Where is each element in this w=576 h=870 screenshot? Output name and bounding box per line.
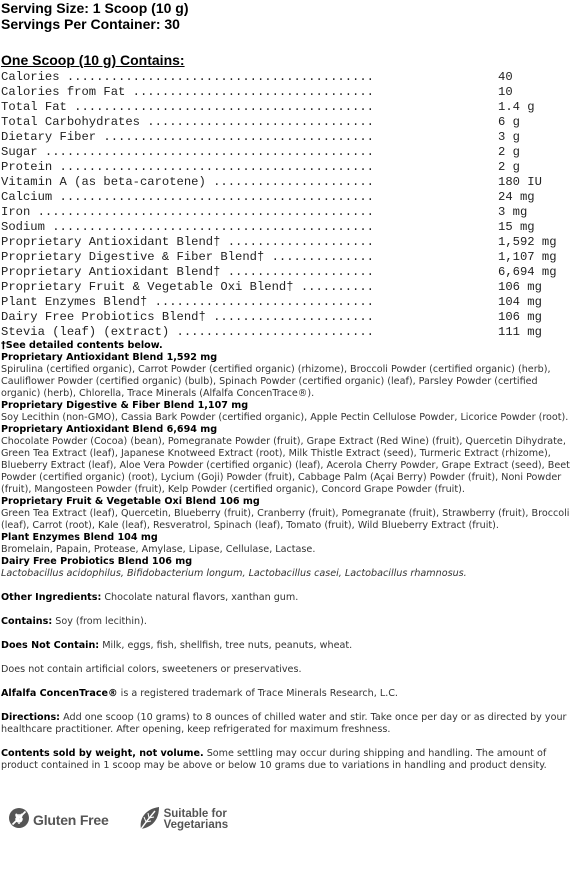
nutrient-value: 3 g xyxy=(498,130,520,144)
nutrient-name: Dietary Fiber ..................................... xyxy=(1,130,374,144)
nutrient-name: Sodium ............................................ xyxy=(1,220,374,234)
nutrient-value: 3 mg xyxy=(498,205,528,219)
nutrient-row xyxy=(1,115,576,130)
nutrient-value: 106 mg xyxy=(498,280,542,294)
blend-ingredients: Chocolate Powder (Cocoa) (bean), Pomegranate Powder (fruit), Grape Extract (Red Wine) (fruit), Quercetin Dihydrate, Green Tea Extract (leaf), Japanese Knotweed Extract (root), Milk Thistle Extract (seed), Turmeric Extract (rhizome), Blueberry Extract (leaf), Aloe Vera Powder (certified organic) (leaf), Acerola Cherry Powder, Grape Extract (seed), Beet Powder (certified organic) (root), Lycium (Goji) Powder (fruit), Cabbage Palm (Açai Berry) Powder (fruit), Noni Powder (fruit), Mangosteen Powder (fruit), Kelp Powder (certified organic), Concord Grape Powder (fruit). xyxy=(1,436,570,495)
nutrient-value: 10 xyxy=(498,85,513,99)
blend-title: Proprietary Antioxidant Blend 1,592 mg xyxy=(1,352,218,363)
nutrient-value: 2 g xyxy=(498,160,520,174)
nutrient-name: Plant Enzymes Blend† .............................. xyxy=(1,295,374,309)
vegetarian-badge xyxy=(137,805,229,835)
contents-note-text: Some settling may occur during shipping and handling. The amount of product contained in 1 scoop may be above or below 10 grams due to variations in handling and product density. xyxy=(1,748,547,771)
does-not-contain-label: Does Not Contain: xyxy=(1,640,100,651)
blend-ingredients: Soy Lecithin (non-GMO), Cassia Bark Powder (certified organic), Apple Pectin Cellulose Powder, Licorice Powder (root). xyxy=(1,412,569,423)
nutrient-value: 1,592 mg xyxy=(498,235,557,249)
nutrient-value: 106 mg xyxy=(498,310,542,324)
contains-allergen xyxy=(1,616,576,628)
contains-label: Contains: xyxy=(1,616,53,627)
nutrient-name: Iron .............................................. xyxy=(1,205,374,219)
blend-ingredients: Lactobacillus acidophilus, Bifidobacterium longum, Lactobacillus casei, Lactobacillus rhamnosus. xyxy=(1,568,467,579)
blend-title: Plant Enzymes Blend 104 mg xyxy=(1,532,158,543)
does-not-contain xyxy=(1,640,576,652)
nutrient-value: 1,107 mg xyxy=(498,250,557,264)
nutrient-row xyxy=(1,295,576,310)
nutrient-row xyxy=(1,160,576,175)
blend-ingredients: Green Tea Extract (leaf), Quercetin, Blueberry (fruit), Cranberry (fruit), Pomegranate (fruit), Strawberry (fruit), Broccoli (leaf), Carrot (root), Kale (leaf), Resveratrol, Spinach (leaf), Tomato (fruit), Wild Blueberry Extract (fruit). xyxy=(1,508,570,531)
nutrient-name: Sugar ............................................. xyxy=(1,145,374,159)
nutrient-row xyxy=(1,100,576,115)
contents-note-label: Contents sold by weight, not volume. xyxy=(1,748,204,759)
nutrient-name: Calories .......................................... xyxy=(1,70,374,84)
does-not-contain-text: Milk, eggs, fish, shellfish, tree nuts, peanuts, wheat. xyxy=(99,640,353,651)
trademark-text: is a registered trademark of Trace Minerals Research, L.C. xyxy=(117,688,398,699)
blend-details xyxy=(1,352,576,580)
directions-text: Add one scoop (10 grams) to 8 ounces of chilled water and stir. Take once per day or as directed by your healthcare practitioner. After opening, keep refrigerated for maximum freshness. xyxy=(1,712,567,735)
other-ingredients xyxy=(1,592,576,604)
serving-size: Serving Size: 1 Scoop (10 g) xyxy=(1,0,189,16)
directions xyxy=(1,712,576,736)
nutrient-value: 104 mg xyxy=(498,295,542,309)
trademark-label: Alfalfa ConcenTrace® xyxy=(1,688,118,699)
nutrient-value: 2 g xyxy=(498,145,520,159)
gluten-free-badge xyxy=(8,807,109,833)
nutrient-value: 180 IU xyxy=(498,175,542,189)
nutrient-name: Total Fat ......................................... xyxy=(1,100,374,114)
nutrient-value: 24 mg xyxy=(498,190,535,204)
nutrient-row xyxy=(1,235,576,250)
nutrient-row xyxy=(1,220,576,235)
nutrient-row xyxy=(1,325,576,340)
vegetarian-label-line2: Vegetarians xyxy=(163,819,229,831)
see-below-note: †See detailed contents below. xyxy=(1,340,163,351)
contains-text: Soy (from lecithin). xyxy=(52,616,147,627)
blend-title: Dairy Free Probiotics Blend 106 mg xyxy=(1,556,193,567)
nutrient-name: Dairy Free Probiotics Blend† ...................... xyxy=(1,310,374,324)
servings-per-container: Servings Per Container: 30 xyxy=(1,16,180,32)
nutrient-row xyxy=(1,205,576,220)
badges-row xyxy=(8,805,256,835)
nutrient-name: Protein ........................................... xyxy=(1,160,374,174)
wheat-crossed-icon xyxy=(8,807,30,833)
gluten-free-label: Gluten Free xyxy=(33,812,109,828)
nutrient-row xyxy=(1,85,576,100)
blend-ingredients: Spirulina (certified organic), Carrot Powder (certified organic) (rhizome), Broccoli Powder (certified organic) (herb), Cauliflower Powder (certified organic) (bulb), Spinach Powder (certified organic) (leaf), Parsley Powder (certified organic) (herb), Chlorella, Trace Minerals (Alfalfa ConcenTrace®). xyxy=(1,364,551,399)
nutrient-row xyxy=(1,70,576,85)
nutrient-name: Stevia (leaf) (extract) ........................... xyxy=(1,325,374,339)
nutrient-row xyxy=(1,190,576,205)
nutrient-row xyxy=(1,175,576,190)
vegetarian-label-line1: Suitable for xyxy=(163,808,227,820)
nutrient-name: Proprietary Antioxidant Blend† .................... xyxy=(1,265,374,279)
nutrient-name: Total Carbohydrates ............................... xyxy=(1,115,374,129)
nutrient-name: Proprietary Antioxidant Blend† .................... xyxy=(1,235,374,249)
nutrient-name: Proprietary Fruit & Vegetable Oxi Blend† .......... xyxy=(1,280,374,294)
nutrient-value: 6,694 mg xyxy=(498,265,557,279)
other-ingredients-text: Chocolate natural flavors, xanthan gum. xyxy=(101,592,299,603)
contents-note xyxy=(1,748,576,772)
nutrient-name: Calcium ........................................... xyxy=(1,190,374,204)
nutrient-name: Proprietary Digestive & Fiber Blend† .............. xyxy=(1,250,374,264)
blend-title: Proprietary Digestive & Fiber Blend 1,107 mg xyxy=(1,400,249,411)
blend-title: Proprietary Fruit & Vegetable Oxi Blend 106 mg xyxy=(1,496,260,507)
no-artificial-note: Does not contain artificial colors, sweeteners or preservatives. xyxy=(1,664,302,675)
nutrient-name: Calories from Fat ................................. xyxy=(1,85,374,99)
nutrient-table xyxy=(1,70,576,340)
nutrient-value: 15 mg xyxy=(498,220,535,234)
directions-label: Directions: xyxy=(1,712,61,723)
nutrient-row xyxy=(1,130,576,145)
nutrient-row xyxy=(1,145,576,160)
nutrient-name: Vitamin A (as beta-carotene) ...................... xyxy=(1,175,374,189)
other-ingredients-label: Other Ingredients: xyxy=(1,592,102,603)
nutrient-value: 6 g xyxy=(498,115,520,129)
leaf-icon xyxy=(137,805,161,835)
nutrient-value: 1.4 g xyxy=(498,100,535,114)
blend-title: Proprietary Antioxidant Blend 6,694 mg xyxy=(1,424,218,435)
trademark-note xyxy=(1,688,576,700)
blend-ingredients: Bromelain, Papain, Protease, Amylase, Lipase, Cellulase, Lactase. xyxy=(1,544,316,555)
nutrient-value: 111 mg xyxy=(498,325,542,339)
vegetarian-label xyxy=(164,809,229,831)
nutrient-row xyxy=(1,280,576,295)
nutrient-row xyxy=(1,250,576,265)
nutrient-row xyxy=(1,310,576,325)
nutrient-row xyxy=(1,265,576,280)
contains-heading: One Scoop (10 g) Contains: xyxy=(1,52,185,68)
nutrient-value: 40 xyxy=(498,70,513,84)
